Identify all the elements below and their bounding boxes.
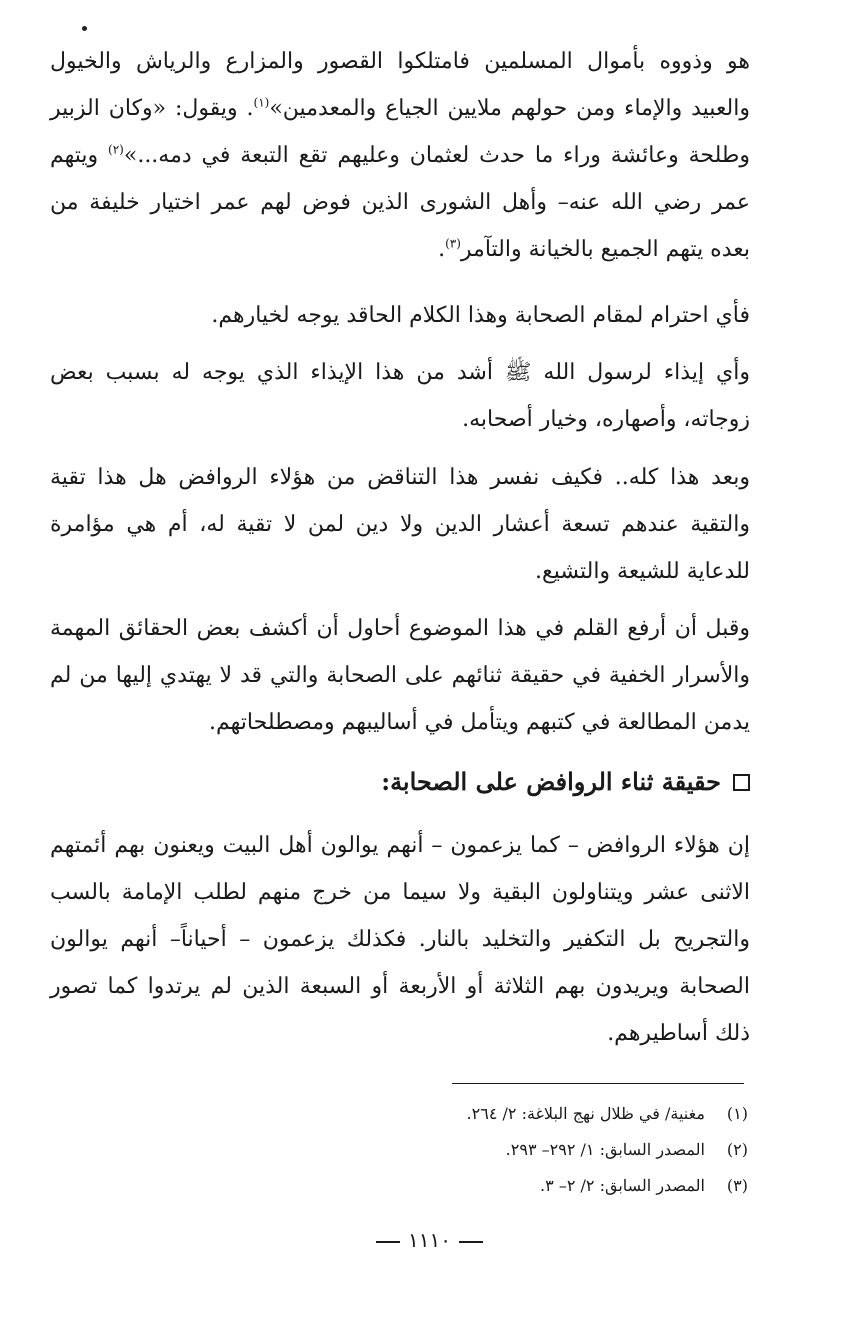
paragraph-5: وقبل أن أرفع القلم في هذا الموضوع أحاول أن أكشف بعض الحقائق المهمة والأسرار الخفية في حقيقة ثنائهم على الصحابة والتي قد لا يهتدي إليها من لم يدمن المطالعة في كتبهم ويتأمل في أساليبهم ومصطلحاتهم.: [50, 616, 750, 735]
paragraph-3: وأي إيذاء لرسول الله ﷺ أشد من هذا الإيذاء الذي يوجه له بسبب بعض زوجاته، وأصهاره، وخيار أصحابه.: [50, 360, 750, 432]
square-bullet-icon: [733, 774, 750, 791]
paragraph-1-text-b: . ويقول: «وكان الزبير وطلحة وعائشة وراء ما حدث لعثمان وعليهم تقع التبعة في دمه...»: [50, 96, 750, 168]
section-heading: [260, 757, 750, 807]
footnote-number: (٣): [726, 1176, 748, 1195]
footnote-item: [300, 1132, 748, 1168]
paragraph-4: وبعد هذا كله.. فكيف نفسر هذا التناقض من هؤلاء الروافض هل هذا تقية والتقية عندهم تسعة أعشار الدين ولا دين لمن لا تقية له، أم هي مؤامرة للدعاية للشيعة والتشيع.: [50, 465, 750, 584]
footnote-number: (١): [726, 1104, 748, 1123]
page-number-dash-right: [376, 1241, 400, 1243]
footnote-number: (٢): [726, 1140, 748, 1159]
footnote-item: [300, 1168, 748, 1204]
footnotes-list: [300, 1096, 748, 1204]
footnote-text: المصدر السابق: ٢/ ٢– ٣.: [540, 1176, 705, 1195]
paragraph-2: فأي احترام لمقام الصحابة وهذا الكلام الحاقد يوجه لخيارهم.: [211, 303, 750, 328]
page-speck: [82, 26, 87, 31]
section-heading-text: حقيقة ثناء الروافض على الصحابة:: [381, 767, 721, 796]
page-number-value: ١١١٠: [408, 1228, 451, 1252]
footnote-ref-3: (٣): [445, 236, 461, 251]
paragraph-1-text-d: .: [438, 237, 446, 262]
paragraph-1-text-c: ويتهم عمر رضي الله عنه– وأهل الشورى الذين فوض لهم عمر اختيار خليفة من بعده يتهم الجميع بالخيانة والتآمر: [50, 143, 750, 262]
footnote-text: المصدر السابق: ١/ ٢٩٢– ٢٩٣.: [505, 1140, 705, 1159]
page-number: [300, 1225, 559, 1255]
footnote-text: مغنية/ في ظلال نهج البلاغة: ٢/ ٢٦٤.: [466, 1104, 705, 1123]
paragraph-1-text-a: هو وذووه بأموال المسلمين فامتلكوا القصور والمزارع والرياش والخيول والعبيد والإماء ومن حولهم ملايين الجياع والمعدمين»: [50, 49, 750, 121]
footnote-divider: [452, 1083, 744, 1084]
footnote-ref-2: (٢): [108, 142, 124, 157]
footnote-ref-1: (١): [253, 95, 270, 110]
footnote-item: [300, 1096, 748, 1132]
paragraph-6: إن هؤلاء الروافض – كما يزعمون – أنهم يوالون أهل البيت ويعنون بهم أئمتهم الاثنى عشر ويتناولون البقية ولا سيما من خرج منهم لطلب الإمامة بالسب والتجريح بل التكفير والتخليد بالنار. فكذلك يزعمون – أحياناً– أنهم يوالون الصحابة ويريدون بهم الثلاثة أو الأربعة أو السبعة الذين لم يرتدوا كما تصور ذلك أساطيرهم.: [50, 833, 750, 1046]
paragraph-1: [50, 38, 750, 273]
page-number-dash-left: [459, 1241, 483, 1243]
